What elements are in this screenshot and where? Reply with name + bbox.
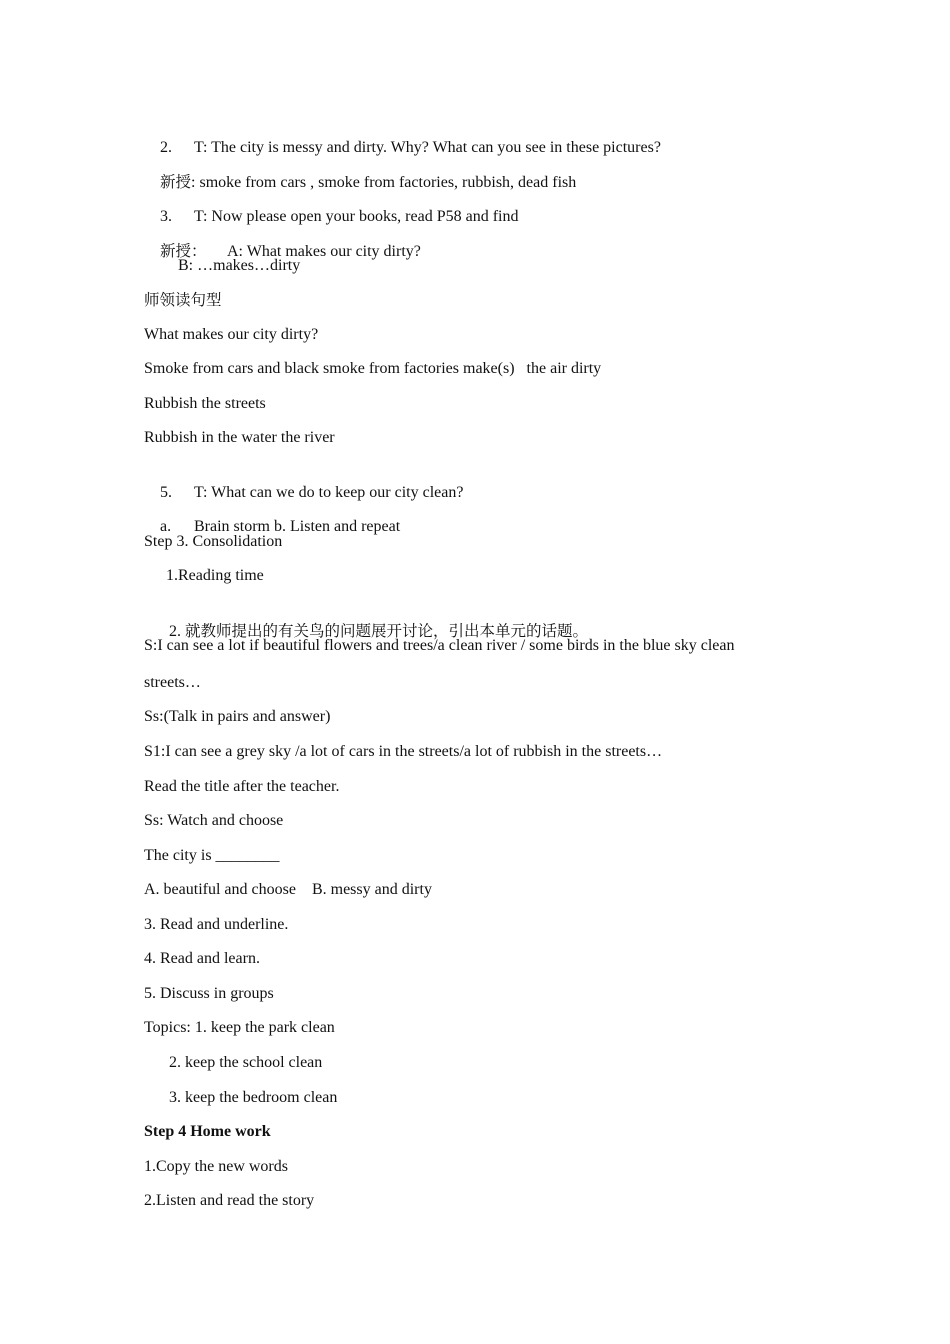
- list-letter: a.: [160, 518, 172, 535]
- line-copy-words: 1.Copy the new words: [144, 1158, 288, 1175]
- line-talk-in-pairs: Ss:(Talk in pairs and answer): [144, 708, 331, 725]
- line-text: T: What can we do to keep our city clean?: [194, 484, 464, 501]
- line-city-blank: The city is ________: [144, 847, 280, 864]
- line-step3-heading: Step 3. Consolidation: [144, 533, 283, 550]
- line-student-answer-beautiful: S:I can see a lot if beautiful flowers and trees/a clean river / some birds in the blue sky clean: [144, 637, 735, 654]
- line-pattern-question: What makes our city dirty?: [144, 326, 319, 343]
- cjk-label: 新授：: [160, 242, 207, 260]
- line-text: Brain storm b. Listen and repeat: [194, 518, 401, 535]
- line-listen-read-story: 2.Listen and read the story: [144, 1192, 315, 1209]
- line-student-answer-continued: streets…: [144, 674, 201, 691]
- line-pattern-smoke: Smoke from cars and black smoke from factories make(s) the air dirty: [144, 360, 602, 377]
- line-read-title: Read the title after the teacher.: [144, 778, 340, 795]
- line-pattern-rubbish-streets: Rubbish the streets: [144, 395, 266, 412]
- line-student-answer-grey: S1:I can see a grey sky /a lot of cars in the streets/a lot of rubbish in the streets…: [144, 743, 663, 760]
- line-watch-choose: Ss: Watch and choose: [144, 812, 284, 829]
- line-discuss-groups: 5. Discuss in groups: [144, 985, 274, 1002]
- cjk-text: 就教师提出的有关鸟的问题展开讨论，引出本单元的话题。: [185, 622, 589, 640]
- list-number: 2.: [160, 139, 172, 156]
- line-choice-options: A. beautiful and choose B. messy and dirty: [144, 881, 432, 898]
- line-reading-time: 1.Reading time: [166, 567, 264, 584]
- cjk-label: 新授: [160, 173, 192, 191]
- line-topic-park: Topics: 1. keep the park clean: [144, 1019, 335, 1036]
- list-number: 3.: [160, 208, 172, 225]
- list-number: 5.: [160, 484, 172, 501]
- line-read-learn: 4. Read and learn.: [144, 950, 260, 967]
- line-text: A: What makes our city dirty?: [227, 243, 421, 260]
- line-teacher-reads-pattern: 师领读句型: [144, 291, 222, 309]
- line-text: : smoke from cars , smoke from factories, rubbish, dead fish: [191, 174, 577, 191]
- line-text: T: Now please open your books, read P58 and find: [194, 208, 519, 225]
- line-new-sentence-b: B: …makes…dirty: [178, 257, 301, 274]
- list-number: 2.: [169, 623, 181, 640]
- line-text: T: The city is messy and dirty. Why? What can you see in these pictures?: [194, 139, 661, 156]
- line-read-underline: 3. Read and underline.: [144, 916, 289, 933]
- line-pattern-rubbish-river: Rubbish in the water the river: [144, 429, 335, 446]
- line-topic-bedroom: 3. keep the bedroom clean: [169, 1089, 338, 1106]
- line-topic-school: 2. keep the school clean: [169, 1054, 323, 1071]
- line-step4-heading: Step 4 Home work: [144, 1123, 271, 1140]
